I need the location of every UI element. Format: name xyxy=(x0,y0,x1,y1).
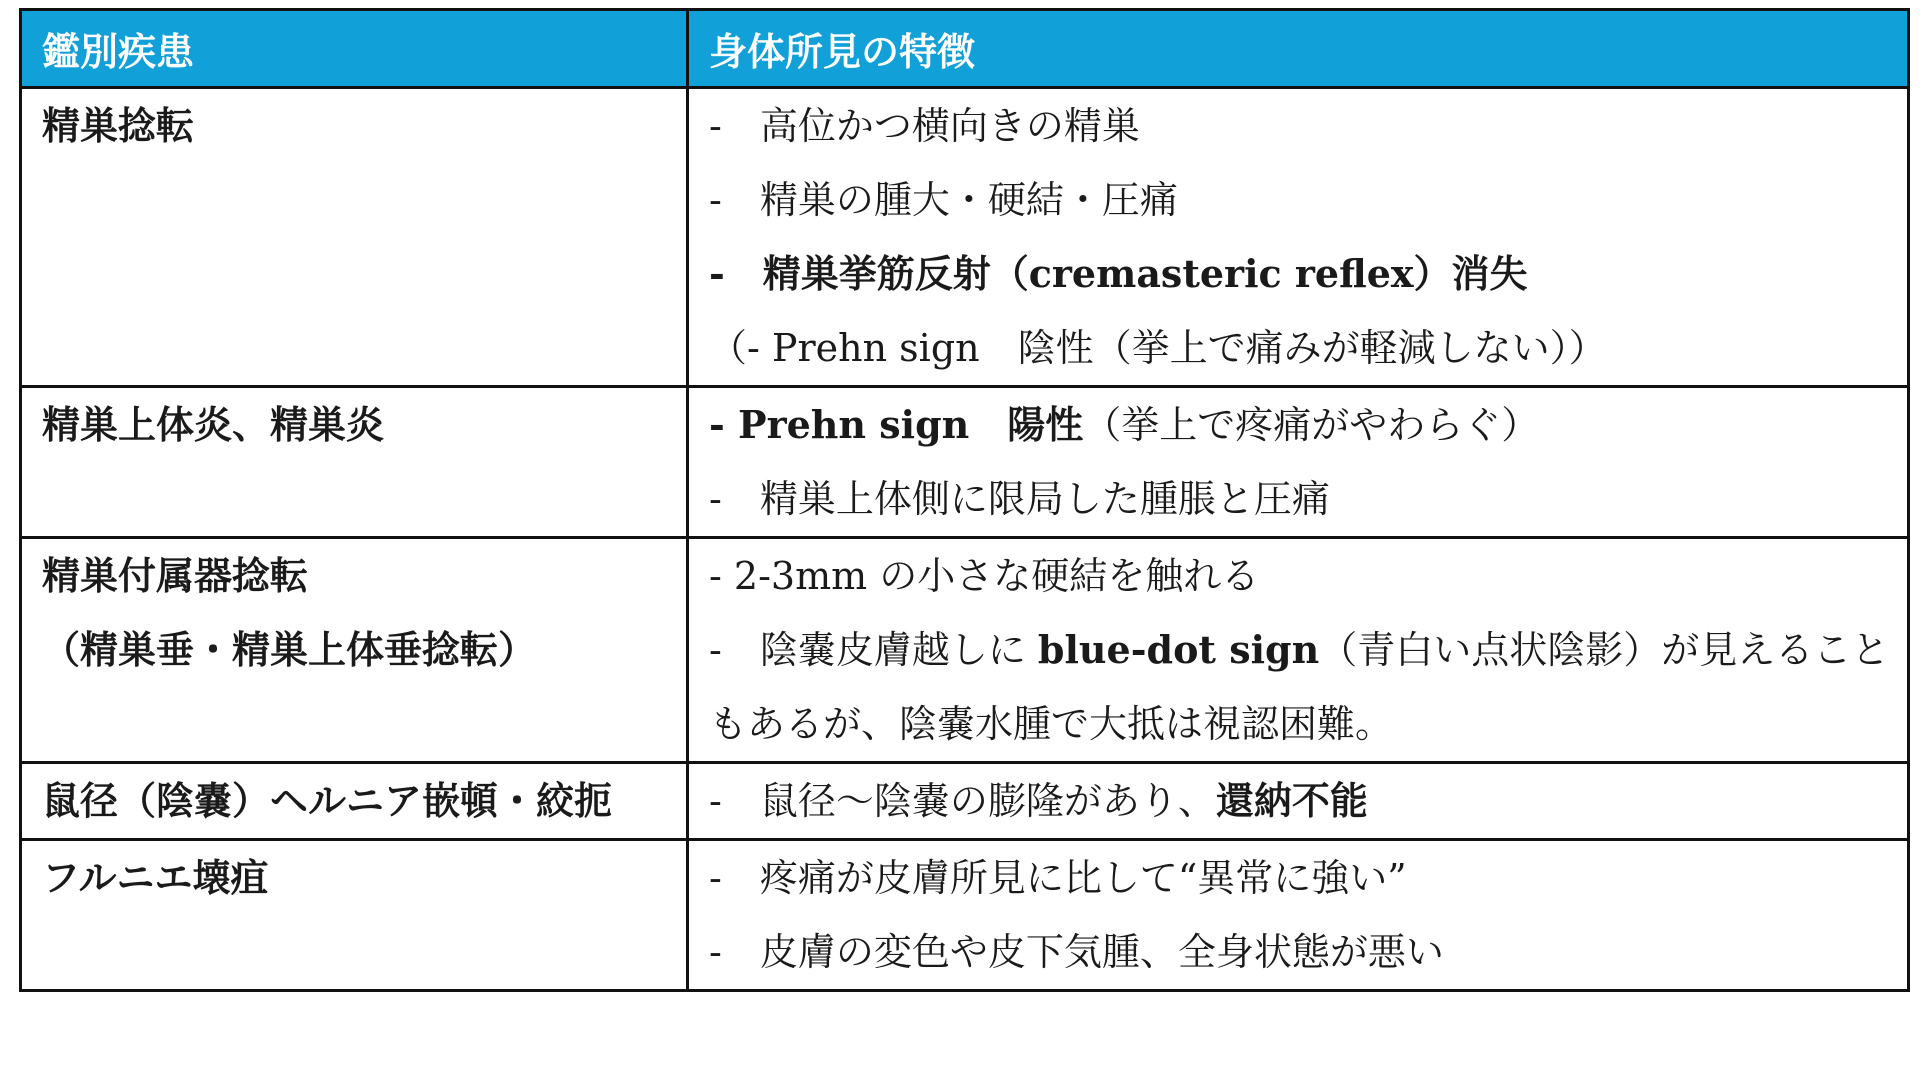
finding-line xyxy=(709,539,1897,613)
finding-line xyxy=(709,89,1897,163)
finding-line xyxy=(709,915,1897,989)
table-row xyxy=(21,538,1909,763)
finding-text: （- Prehn sign 陰性（挙上で痛みが軽減しない）） xyxy=(709,326,1607,370)
finding-line xyxy=(709,462,1897,536)
finding-text: - 精巣上体側に限局した腫脹と圧痛 xyxy=(709,477,1330,521)
finding-line xyxy=(709,613,1897,761)
finding-text: - 陰嚢皮膚越しに xyxy=(709,628,1038,672)
finding-text: - 高位かつ横向きの精巣 xyxy=(709,104,1140,148)
findings-cell xyxy=(688,387,1909,538)
finding-text: （青白い点状陰影）が見えることもあるが、陰嚢水腫で大抵は視認困難。 xyxy=(709,628,1890,746)
table-row xyxy=(21,840,1909,991)
differential-diagnosis-table xyxy=(19,8,1910,992)
table-body xyxy=(21,88,1909,991)
finding-line xyxy=(709,163,1897,237)
finding-text: - 鼠径〜陰嚢の膨隆があり、 xyxy=(709,779,1216,823)
finding-text: - 精巣の腫大・硬結・圧痛 xyxy=(709,178,1178,222)
finding-line xyxy=(709,388,1897,462)
condition-name: （精巣垂・精巣上体垂捻転） xyxy=(42,628,537,672)
condition-name: 精巣上体炎、精巣炎 xyxy=(42,403,385,447)
findings-cell xyxy=(688,840,1909,991)
finding-text: （挙上で疼痛がやわらぐ） xyxy=(1083,403,1540,447)
condition-name: 鼠径（陰嚢）ヘルニア嵌頓・絞扼 xyxy=(42,779,613,823)
condition-name: フルニエ壊疽 xyxy=(42,856,269,900)
finding-line xyxy=(709,764,1897,838)
finding-text-emphasis: 還納不能 xyxy=(1215,778,1368,823)
condition-cell xyxy=(21,763,688,840)
finding-text-emphasis: - Prehn sign 陽性 xyxy=(709,402,1084,447)
header-findings: 身体所見の特徴 xyxy=(688,10,1909,88)
finding-line xyxy=(709,841,1897,915)
condition-cell xyxy=(21,387,688,538)
condition-name: 精巣付属器捻転 xyxy=(42,554,309,598)
condition-cell xyxy=(21,840,688,991)
finding-text-emphasis: blue-dot sign xyxy=(1037,627,1320,672)
table-header-row xyxy=(21,10,1909,88)
condition-cell xyxy=(21,538,688,763)
findings-cell xyxy=(688,763,1909,840)
table-row xyxy=(21,88,1909,387)
table-row xyxy=(21,387,1909,538)
findings-cell xyxy=(688,88,1909,387)
condition-name: 精巣捻転 xyxy=(42,104,195,148)
finding-text-emphasis: - 精巣挙筋反射（cremasteric reflex）消失 xyxy=(709,251,1528,296)
table-row xyxy=(21,763,1909,840)
finding-text: - 皮膚の変色や皮下気腫、全身状態が悪い xyxy=(709,930,1444,974)
finding-line xyxy=(709,237,1897,311)
finding-text: - 2-3mm の小さな硬結を触れる xyxy=(709,554,1260,598)
finding-text: - 疼痛が皮膚所見に比して“異常に強い” xyxy=(709,856,1407,900)
differential-diagnosis-table-container xyxy=(19,8,1907,992)
header-condition: 鑑別疾患 xyxy=(21,10,688,88)
condition-cell xyxy=(21,88,688,387)
findings-cell xyxy=(688,538,1909,763)
finding-line xyxy=(709,311,1897,385)
